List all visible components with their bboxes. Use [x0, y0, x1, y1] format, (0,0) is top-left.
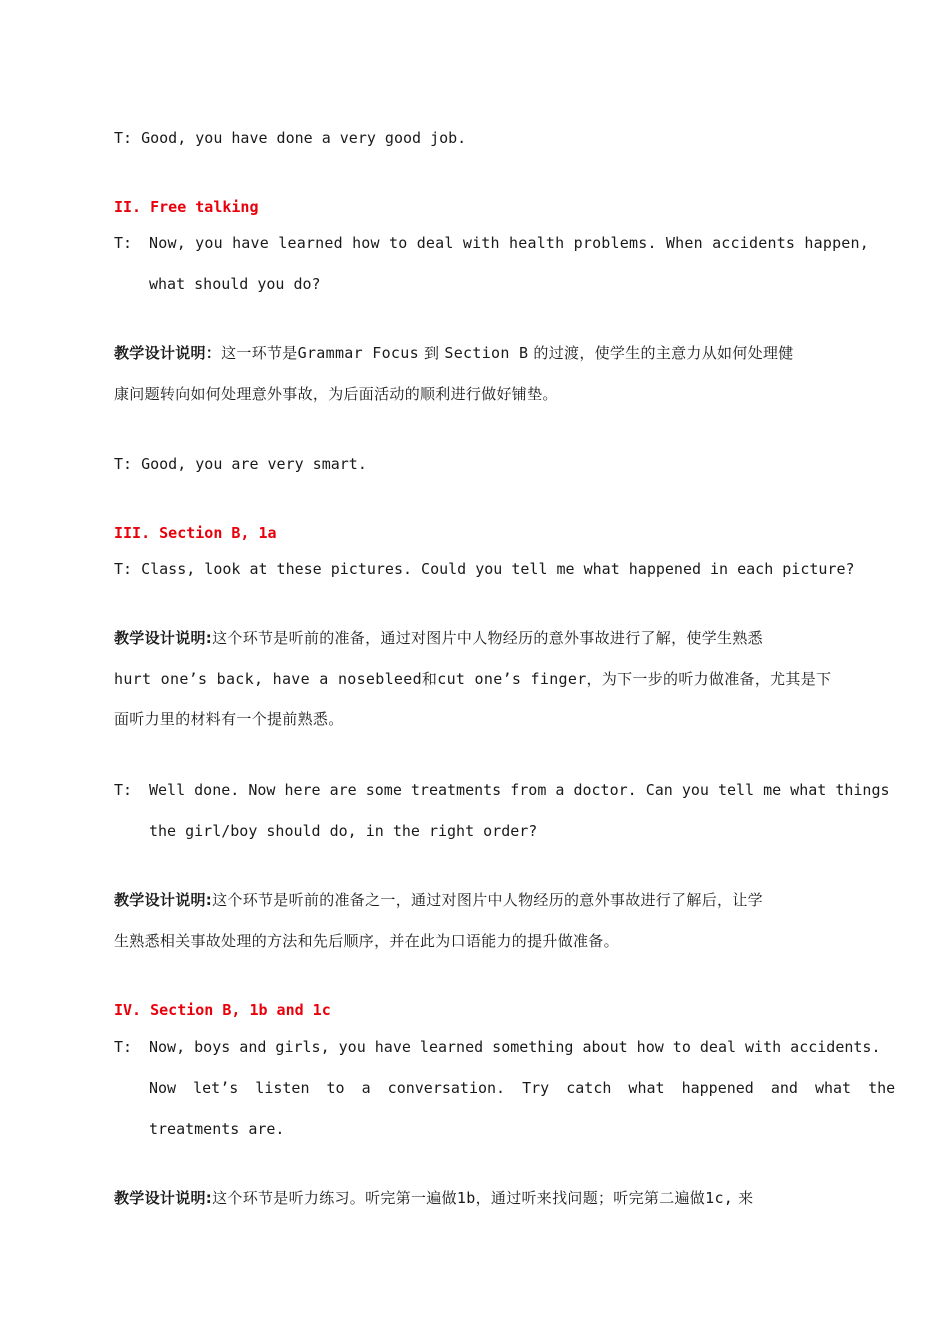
- note-text: 这个环节是听力练习。听完第一遍做: [212, 1189, 457, 1207]
- note-text: 来: [733, 1189, 754, 1207]
- teacher-line-3: T: Good, you are very smart.: [114, 455, 367, 473]
- design-note-1-line-1: [114, 343, 838, 363]
- design-note-4-line-1: [114, 1188, 838, 1208]
- teacher-speaker-6: T:: [114, 1038, 133, 1056]
- note-text: 这一环节是: [221, 344, 298, 362]
- design-note-label: 教学设计说明：: [114, 344, 222, 362]
- design-note-label: 教学设计说明:: [114, 1189, 213, 1207]
- section-heading-section-b-1a: III. Section B, 1a: [114, 524, 277, 542]
- teacher-line-5b: the girl/boy should do, in the right order?: [149, 822, 538, 840]
- design-note-label: 教学设计说明:: [114, 891, 213, 909]
- teacher-line-4: T: Class, look at these pictures. Could you tell me what happened in each picture?: [114, 560, 855, 578]
- note-text: 这个环节是听前的准备之一，通过对图片中人物经历的意外事故进行了解后，让学: [212, 891, 763, 909]
- design-note-3-line-1: [114, 890, 838, 910]
- note-text: Grammar Focus: [297, 344, 419, 362]
- teacher-line-6c: treatments are.: [149, 1120, 285, 1138]
- note-text: Section B: [444, 344, 529, 362]
- note-text: ，为下一步的听力做准备，尤其是下: [586, 670, 832, 688]
- teacher-line-6b: Now let’s listen to a conversation. Try catch what happened and what the: [149, 1079, 896, 1097]
- teacher-line-2a: Now, you have learned how to deal with health problems. When accidents happen,: [149, 234, 869, 252]
- note-text: cut one’s finger: [437, 670, 587, 688]
- section-heading-free-talking: II. Free talking: [114, 198, 259, 216]
- teacher-speaker-5: T:: [114, 781, 133, 799]
- design-note-2-line-1: [114, 628, 838, 648]
- note-text: ，通过听来找问题；听完第二遍做: [475, 1189, 706, 1207]
- design-note-1-line-2: 康问题转向如何处理意外事故，为后面活动的顺利进行做好铺垫。: [114, 385, 558, 403]
- section-heading-section-b-1b-1c: IV. Section B, 1b and 1c: [114, 1001, 331, 1019]
- design-note-2-line-2: [114, 669, 838, 689]
- note-text: 和: [421, 670, 438, 688]
- note-text: 1b: [456, 1189, 476, 1207]
- note-text: 这个环节是听前的准备，通过对图片中人物经历的意外事故进行了解，使学生熟悉: [212, 629, 763, 647]
- note-text: 1c,: [705, 1189, 734, 1207]
- teacher-line-2b: what should you do?: [149, 275, 321, 293]
- note-text: 的过渡，使学生的主意力从如何处理健: [528, 344, 794, 362]
- teacher-line-1: T: Good, you have done a very good job.: [114, 129, 467, 147]
- design-note-label: 教学设计说明:: [114, 629, 213, 647]
- teacher-line-5a: Well done. Now here are some treatments from a doctor. Can you tell me what things: [149, 781, 890, 799]
- teacher-line-6a: Now, boys and girls, you have learned something about how to deal with accidents.: [149, 1038, 881, 1056]
- note-text: hurt one’s back, have a nosebleed: [114, 670, 422, 688]
- design-note-2-line-3: 面听力里的材料有一个提前熟悉。: [114, 710, 344, 728]
- note-text: 到: [418, 344, 445, 362]
- design-note-3-line-2: 生熟悉相关事故处理的方法和先后顺序，并在此为口语能力的提升做准备。: [114, 932, 619, 950]
- teacher-speaker-2: T:: [114, 234, 133, 252]
